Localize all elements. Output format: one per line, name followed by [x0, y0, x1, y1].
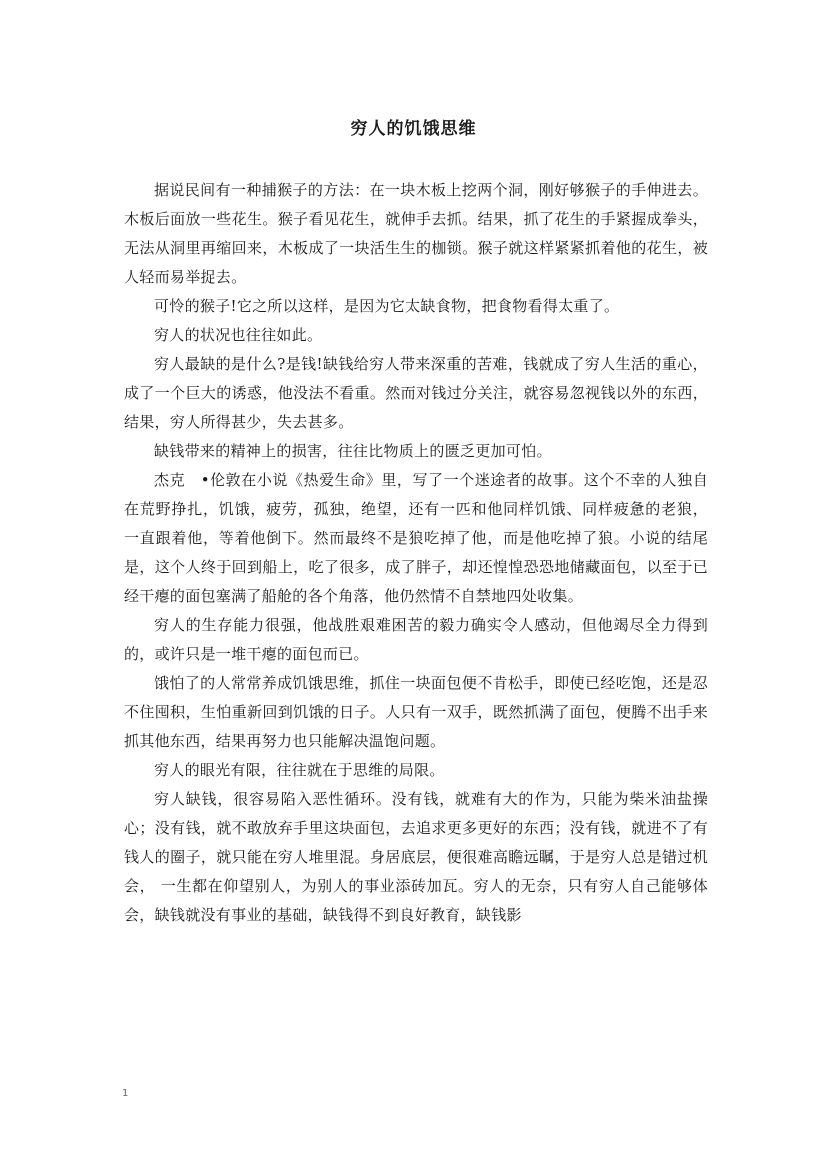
- paragraph: 穷人最缺的是什么?是钱!缺钱给穷人带来深重的苦难，钱就成了穷人生活的重心，成了一个巨大的诱惑，他没法不看重。然而对钱过分关注，就容易忽视钱以外的东西，结果，穷人所得甚少，失去甚多。: [124, 355, 708, 431]
- page-number: 1: [122, 1088, 129, 1099]
- paragraph: 饿怕了的人常常养成饥饿思维，抓住一块面包便不肯松手，即使已经吃饱，还是忍不住囤积，生怕重新回到饥饿的日子。人只有一双手，既然抓满了面包，便腾不出手来抓其他东西，结果再努力也只能解决温饱问题。: [124, 674, 708, 750]
- paragraph: 缺钱带来的精神上的损害，往往比物质上的匮乏更加可怕。: [154, 442, 552, 460]
- paragraph: 穷人缺钱，很容易陷入恶性循环。没有钱，就难有大的作为，只能为柴米油盐操心；没有钱，就不敢放弃手里这块面包，去追求更多更好的东西；没有钱，就进不了有钱人的圈子，就只能在穷人堆里混。身居底层，便很难高瞻远瞩，于是穷人总是错过机会， 一生都在仰望别人，为别人的事业添砖加瓦。穷人的无奈，只有穷人自己能够体会，缺钱就没有事业的基础，缺钱得不到良好教育，缺钱影: [124, 790, 708, 924]
- paragraph: 穷人的状况也往往如此。: [154, 326, 323, 344]
- document-body: [124, 176, 708, 930]
- paragraph: 穷人的生存能力很强，他战胜艰难困苦的毅力确实令人感动，但他竭尽全力得到的，或许只是一堆干瘪的面包而已。: [124, 616, 708, 663]
- paragraph: 据说民间有一种捕猴子的方法：在一块木板上挖两个洞，刚好够猴子的手伸进去。木板后面放一些花生。猴子看见花生，就伸手去抓。结果，抓了花生的手紧握成拳头，无法从洞里再缩回来，木板成了一块活生生的枷锁。猴子就这样紧紧抓着他的花生，被人轻而易举捉去。: [124, 181, 708, 286]
- paragraph: 穷人的眼光有限，往往就在于思维的局限。: [154, 761, 445, 779]
- paragraph: 杰克 •伦敦在小说《热爱生命》里，写了一个迷途者的故事。这个不幸的人独自在荒野挣扎，饥饿，疲劳，孤独，绝望，还有一匹和他同样饥饿、同样疲惫的老狼， 一直跟着他，等着他倒下。然而最终不是狼吃掉了他，而是他吃掉了狼。小说的结尾是，这个人终于回到船上，吃了很多，成了胖子，却还惶惶恐恐地储藏面包，以至于已经干瘪的面包塞满了船舱的各个角落，他仍然情不自禁地四处收集。: [124, 471, 708, 605]
- document-title: 穷人的饥饿思维: [350, 119, 477, 139]
- paragraph: 可怜的猴子!它之所以这样，是因为它太缺食物，把食物看得太重了。: [154, 297, 620, 315]
